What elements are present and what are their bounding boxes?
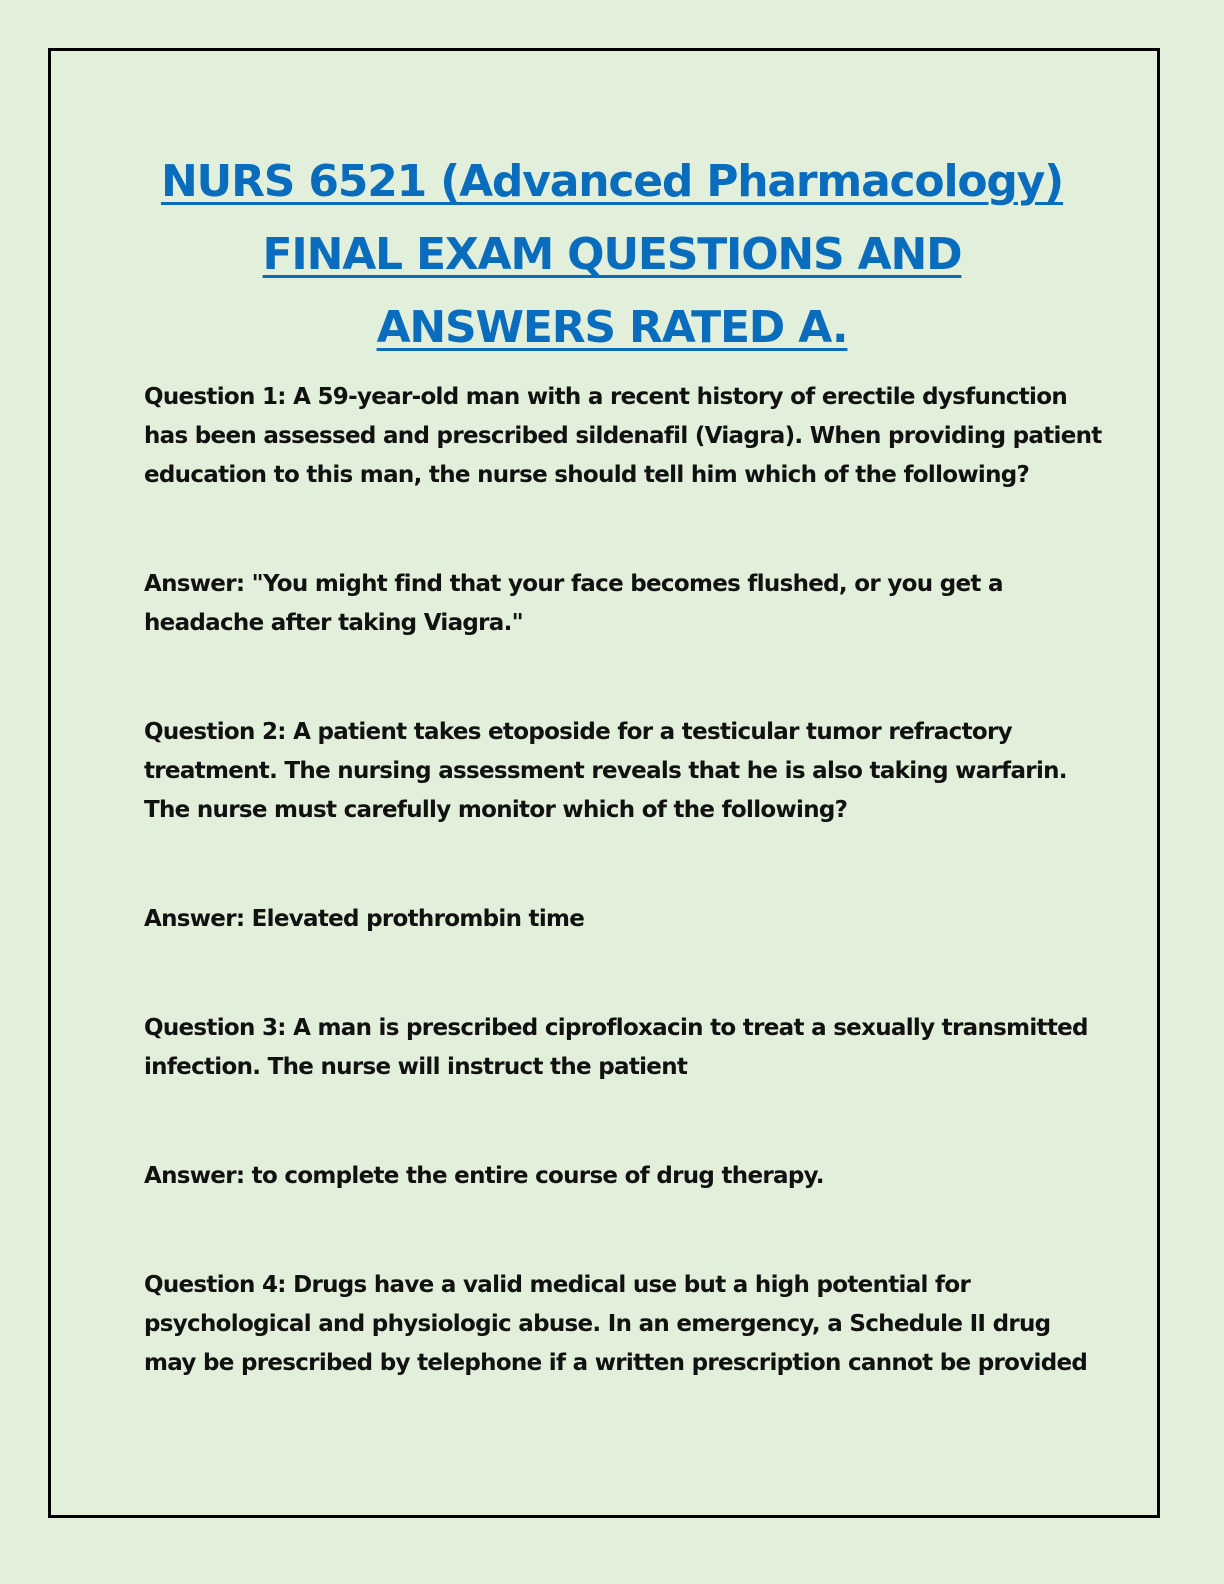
question-1: Question 1: A 59-year-old man with a recent history of erectile dysfunction has been assessed and prescribed sildenafil (Viagra). When providing patient education to this man, the nurse should tell him which of the following?	[144, 384, 1102, 488]
title-line-1: NURS 6521 (Advanced Pharmacology)	[160, 156, 1064, 207]
title-line-2: FINAL EXAM QUESTIONS AND	[262, 229, 962, 280]
question-3: Question 3: A man is prescribed ciprofloxacin to treat a sexually transmitted infection. The nurse will instruct the patient	[144, 1015, 1088, 1080]
answer-3: Answer: to complete the entire course of drug therapy.	[144, 1163, 824, 1189]
question-4: Question 4: Drugs have a valid medical use but a high potential for psychological and physiologic abuse. In an emergency, a Schedule II drug may be prescribed by telephone if a written prescription cannot be provided	[144, 1272, 1088, 1376]
answer-2: Answer: Elevated prothrombin time	[144, 906, 585, 932]
answer-1: Answer: "You might find that your face becomes flushed, or you get a headache after taking Viagra."	[144, 571, 1003, 636]
title-line-3: ANSWERS RATED A.	[376, 302, 848, 353]
qa-content	[144, 378, 1104, 1383]
document-title	[60, 145, 1164, 364]
question-2: Question 2: A patient takes etoposide for a testicular tumor refractory treatment. The nursing assessment reveals that he is also taking warfarin. The nurse must carefully monitor which of the following?	[144, 719, 1067, 823]
